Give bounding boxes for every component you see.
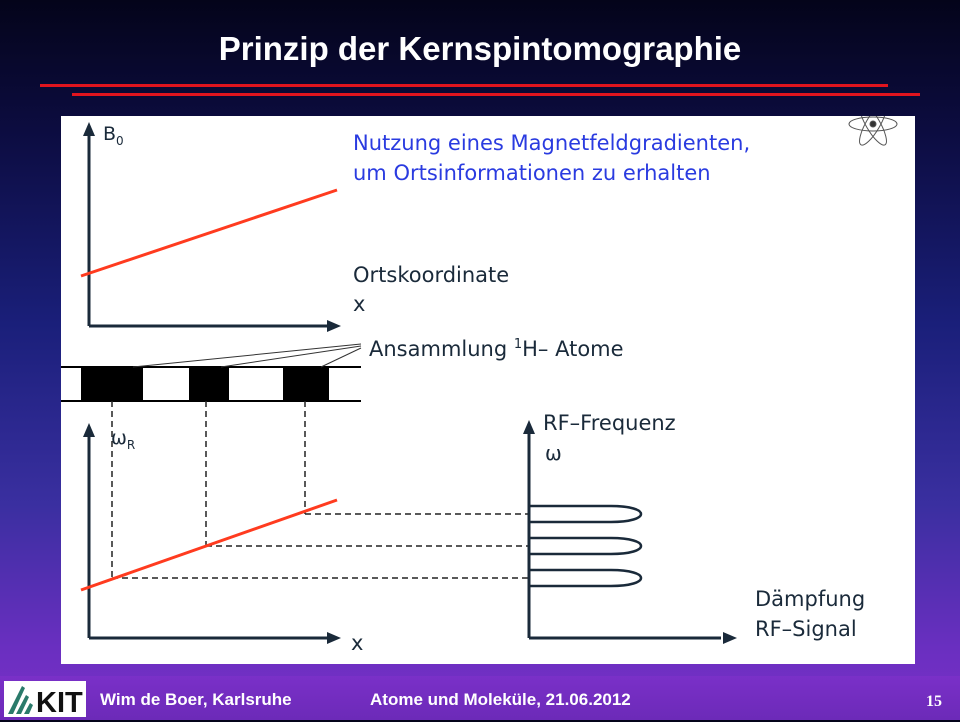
atom-cluster-3 [283, 367, 329, 401]
projection-lines [112, 401, 529, 578]
rf-peak-3 [529, 570, 641, 586]
kit-logo [4, 681, 86, 717]
kit-logo-icon [4, 681, 86, 717]
rf-y-label-symbol: ω [545, 441, 562, 465]
atom-pointer-lines [133, 344, 361, 367]
mri-diagram [61, 116, 915, 664]
heading-line-2: um Ortsinformationen zu erhalten [353, 161, 711, 185]
atoms-label: Ansammlung $^1$H– Atome [369, 337, 624, 361]
rf-peak-1 [529, 506, 641, 522]
bottom-y-arrow [83, 423, 95, 437]
rf-x-label-1: Dämpfung [755, 587, 866, 611]
bottom-x-label: x [351, 631, 364, 655]
bottom-y-label: $\omega_R$ [111, 427, 136, 452]
diagram-panel [61, 116, 915, 664]
top-y-label: $B_0$ [103, 123, 124, 148]
top-y-arrow [83, 122, 95, 136]
rf-x-arrow [723, 632, 737, 644]
top-gradient-line [81, 190, 337, 276]
title-rule-bottom [72, 93, 920, 96]
rf-y-arrow [523, 420, 535, 434]
top-x-arrow [327, 320, 341, 332]
rf-peak-2 [529, 538, 641, 554]
footer-author: Wim de Boer, Karlsruhe [100, 690, 292, 709]
slide-title: Prinzip der Kernspintomographie [218, 30, 742, 67]
bottom-x-arrow [327, 632, 341, 644]
rf-signal-peaks [529, 506, 641, 586]
top-x-label-symbol: x [353, 292, 366, 316]
atom-cluster-2 [189, 367, 229, 401]
footer-course-date: Atome und Moleküle, 21.06.2012 [370, 690, 631, 709]
rf-x-label-2: RF–Signal [755, 617, 857, 641]
atom-icon [849, 116, 897, 148]
bottom-gradient-line [81, 500, 337, 590]
rf-y-label-name: RF–Frequenz [543, 411, 676, 435]
atom-cluster-1 [81, 367, 143, 401]
atom-strip [61, 367, 361, 401]
heading-line-1: Nutzung eines Magnetfeldgradienten, [353, 131, 751, 155]
top-axes [89, 132, 331, 326]
top-x-label-name: Ortskoordinate [353, 263, 510, 287]
page-number: 15 [926, 693, 942, 710]
title-rule-top [40, 84, 888, 87]
bottom-axes [89, 434, 331, 638]
kit-logo-text: KIT [36, 687, 83, 717]
